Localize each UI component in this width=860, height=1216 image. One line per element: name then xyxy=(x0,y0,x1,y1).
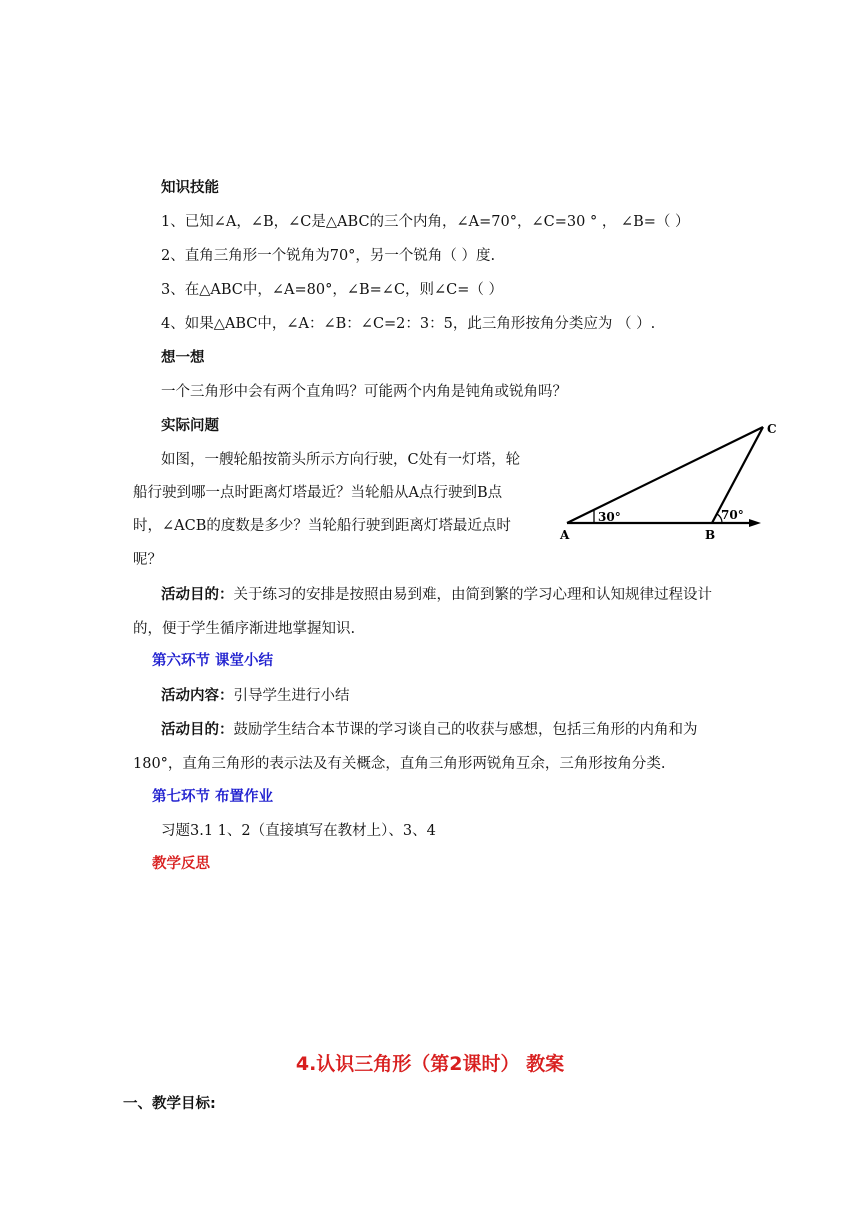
skills-question-1: 1、已知∠A，∠B，∠C是△ABC的三个内角，∠A=70°，∠C=30 ° ， ∠B=（ ） xyxy=(161,214,690,230)
step-6-content-text: 引导学生进行小结 xyxy=(233,688,350,704)
triangle-figure xyxy=(550,415,780,545)
skills-heading: 知识技能 xyxy=(161,180,219,196)
practical-line-1: 如图，一艘轮船按箭头所示方向行驶，C处有一灯塔，轮 xyxy=(161,452,521,468)
think-heading: 想一想 xyxy=(161,350,205,366)
angle-b-label: 70° xyxy=(721,508,744,522)
practical-line-3: 时，∠ACB的度数是多少？当轮船行驶到距离灯塔最近点时 xyxy=(133,518,511,534)
ship-direction-arrow xyxy=(749,519,761,527)
step-7-heading: 第七环节 布置作业 xyxy=(152,789,274,805)
step-6-purpose-text: 鼓励学生结合本节课的学习谈自己的收获与感想，包括三角形的内角和为 xyxy=(233,722,698,738)
lesson-title: 4.认识三角形（第2课时） 教案 xyxy=(295,1053,565,1075)
point-a-label: A xyxy=(560,528,570,542)
purpose-1-label: 活动目的： xyxy=(161,587,234,603)
skills-question-4: 4、如果△ABC中，∠A：∠B：∠C=2：3：5，此三角形按角分类应为 （ ）. xyxy=(161,316,656,332)
think-text: 一个三角形中会有两个直角吗？可能两个内角是钝角或锐角吗？ xyxy=(161,384,567,400)
reflection-heading: 教学反思 xyxy=(152,856,210,872)
step-6-heading: 第六环节 课堂小结 xyxy=(152,653,274,669)
step-6-content-label: 活动内容： xyxy=(161,688,234,704)
objectives-heading: 一、教学目标: xyxy=(123,1096,216,1112)
step-6-purpose-line-1 xyxy=(161,720,698,740)
step-6-content xyxy=(161,686,350,706)
practical-heading: 实际问题 xyxy=(161,418,219,434)
step-6-purpose-label: 活动目的： xyxy=(161,722,234,738)
skills-question-2: 2、直角三角形一个锐角为70°，另一个锐角（ ）度. xyxy=(161,248,496,264)
practical-line-4: 呢？ xyxy=(133,552,162,568)
practical-line-2: 船行驶到哪一点时距离灯塔最近？当轮船从A点行驶到B点 xyxy=(133,485,503,501)
purpose-1-line-2: 的，便于学生循序渐进地掌握知识. xyxy=(133,621,356,637)
purpose-1-line-1 xyxy=(161,585,712,605)
angle-a-label: 30° xyxy=(598,510,621,524)
step-7-homework: 习题3.1 1、2（直接填写在教材上）、3、4 xyxy=(161,823,436,839)
skills-question-3: 3、在△ABC中，∠A=80°，∠B=∠C，则∠C=（ ） xyxy=(161,282,504,298)
purpose-1-text: 关于练习的安排是按照由易到难，由简到繁的学习心理和认知规律过程设计 xyxy=(233,587,712,603)
point-c-label: C xyxy=(767,422,777,436)
point-b-label: B xyxy=(705,528,716,542)
step-6-purpose-line-2: 180°，直角三角形的表示法及有关概念，直角三角形两锐角互余，三角形按角分类. xyxy=(133,756,666,772)
